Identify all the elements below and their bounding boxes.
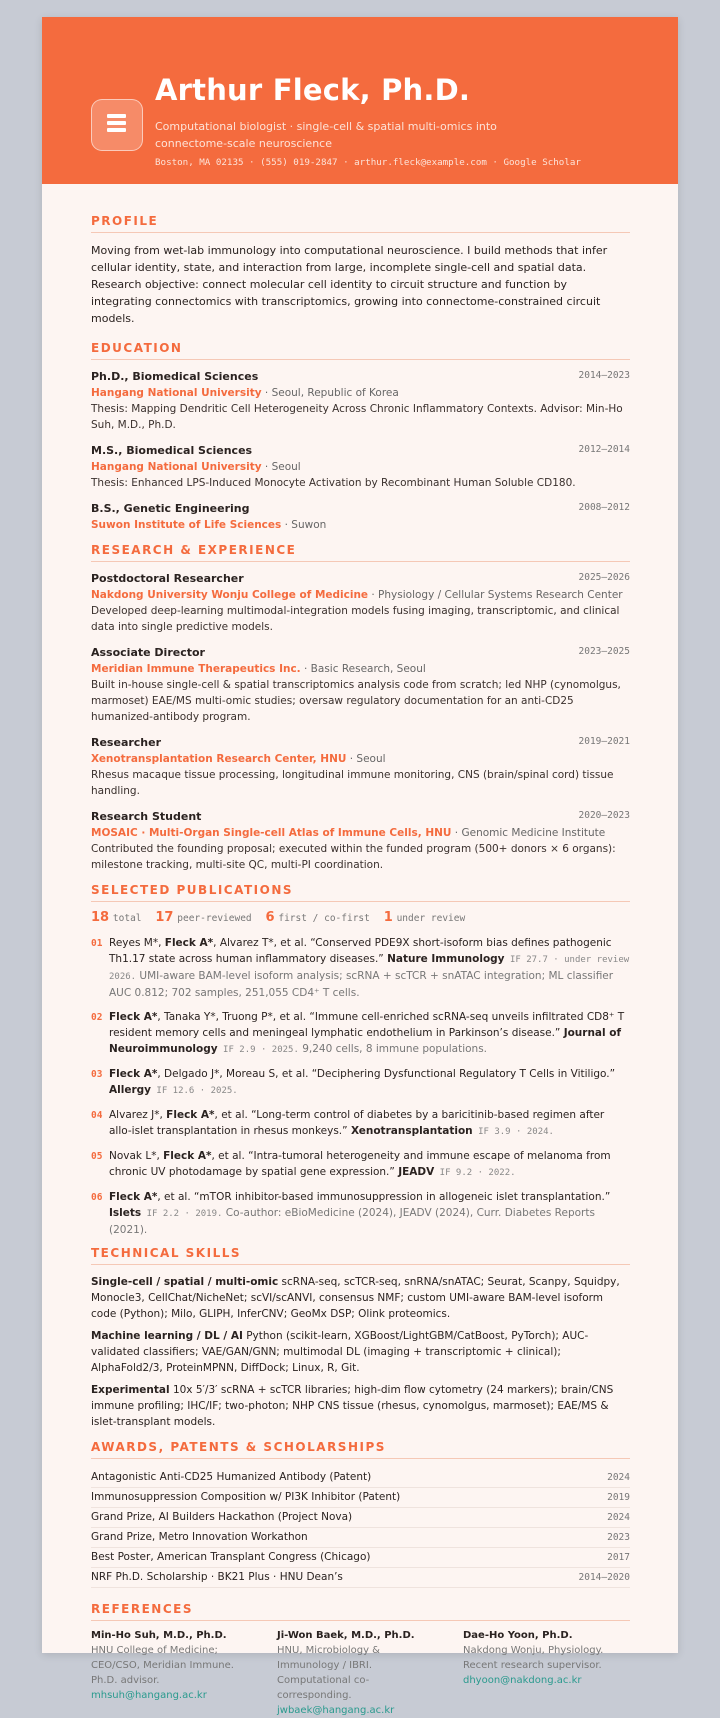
stat-label: peer-reviewed [177,913,252,924]
award-year: 2014–2020 [578,1572,630,1583]
institution-name: Hangang National University [91,387,262,399]
skill-category: Experimental [91,1384,170,1396]
skill-category: Machine learning / DL / AI [91,1330,243,1342]
publication-meta: IF 2.9 · 2025. [217,1045,299,1055]
institution-name: Hangang National University [91,461,262,473]
experience-list [91,571,630,873]
award-row [91,1548,630,1568]
award-year: 2024 [607,1472,630,1483]
award-row [91,1508,630,1528]
section-heading-education: EDUCATION [91,341,630,360]
publication-item [91,1148,630,1181]
award-name: Best Poster, American Transplant Congress (Chicago) [91,1551,371,1563]
entry-detail: Rhesus macaque tissue processing, longitudinal immune monitoring, CNS (brain/spinal cord) tissue handling. [91,769,614,797]
publication-note: Co-author: eBioMedicine (2024), JEADV (2024), Curr. Diabetes Reports (2021). [109,1207,595,1236]
publication-citation: , Alvarez T*, et al. “Conserved PDE9X short-isoform bias defines pathogenic Th1.17 state across human inflammatory diseases.” [109,937,612,965]
reference-name: Ji-Won Baek, M.D., Ph.D. [277,1630,415,1641]
author-prefix: Novak L*, [109,1150,164,1162]
entry-date: 2008–2012 [578,502,630,513]
skills-list [91,1274,630,1430]
stat-label: first / co-first [278,913,370,924]
section-heading-references: REFERENCES [91,1602,630,1621]
entry-detail: Developed deep-learning multimodal-integration models fusing imaging, transcriptomic, and clinical data into single predictive models. [91,605,620,633]
publication-index: 06 [91,1192,103,1203]
skill-item [91,1328,630,1376]
reference-name: Min-Ho Suh, M.D., Ph.D. [91,1630,227,1641]
skill-category: Single-cell / spatial / multi-omic [91,1276,279,1288]
award-name: Grand Prize, AI Builders Hackathon (Project Nova) [91,1511,353,1523]
institution-place: · Suwon [281,519,327,531]
author-self: Fleck A* [109,1011,158,1023]
experience-entry [91,571,630,635]
award-year: 2019 [607,1492,630,1503]
content [91,214,630,1718]
journal-name: Journal of Neuroimmunology [109,1027,622,1055]
resume-page [42,17,678,1716]
award-row [91,1568,630,1588]
author-self: Fleck A* [164,937,214,949]
award-year: 2024 [607,1512,630,1523]
skill-item [91,1382,630,1430]
reference-description: Nakdong Wonju, Physiology. Recent research supervisor. [463,1645,604,1671]
publication-item [91,1107,630,1140]
experience-entry [91,645,630,725]
award-row [91,1528,630,1548]
degree-title: M.S., Biomedical Sciences [91,444,253,457]
education-list [91,369,630,533]
section-heading-skills: TECHNICAL SKILLS [91,1246,630,1265]
reference-email[interactable]: jwbaek@hangang.ac.kr [277,1705,395,1716]
publication-index: 05 [91,1151,103,1162]
reference-card [463,1628,629,1718]
publication-list [91,935,630,1238]
skill-text: scRNA-seq, scTCR-seq, snRNA/snATAC; Seurat, Scanpy, Squidpy, Monocle3, CellChat/NicheNet; scVI/scANVI, consensus NMF; custom UMI-aware BAM-level isoform code (Python); Milo, GLIPH, InferCNV; GeoMx DSP; Olink proteomics. [91,1276,620,1320]
stat-number: 1 [383,910,393,925]
organization-place: · Genomic Medicine Institute [451,827,606,839]
award-year: 2017 [607,1552,630,1563]
reference-description: HNU College of Medicine; CEO/CSO, Meridian Immune. Ph.D. advisor. [91,1645,234,1686]
entry-date: 2020–2023 [578,810,630,821]
award-name: Antagonistic Anti-CD25 Humanized Antibody (Patent) [91,1471,372,1483]
publication-citation: , et al. “Intra-tumoral heterogeneity and immune escape of melanoma from chronic UV photodamage by spatial gene expression.” [109,1150,611,1178]
entry-detail: Thesis: Mapping Dendritic Cell Heterogeneity Across Chronic Inflammatory Contexts. Advisor: Min-Ho Suh, M.D., Ph.D. [91,403,623,431]
role-title: Associate Director [91,646,205,659]
organization-line [91,751,630,767]
publication-meta: IF 27.7 · under review 2026. [109,955,630,982]
author-self: Fleck A* [166,1109,215,1121]
publication-item [91,935,630,1001]
organization-place: · Physiology / Cellular Systems Research Center [368,589,623,601]
institution-place: · Seoul [261,461,301,473]
institution-line [91,517,630,533]
publication-note: 9,240 cells, 8 immune populations. [298,1043,488,1055]
journal-name: Allergy [109,1084,151,1096]
entry-date: 2014–2023 [578,370,630,381]
entry-date: 2019–2021 [578,736,630,747]
tagline: Computational biologist · single-cell & spatial multi-omics into connectome-scale neuroscience [155,120,497,150]
institution-line [91,459,630,475]
organization-place: · Seoul [346,753,386,765]
stat-number: 18 [91,910,110,925]
publication-index: 04 [91,1110,103,1121]
reference-card [277,1628,443,1718]
author-prefix: Alvarez J*, [109,1109,167,1121]
experience-entry [91,735,630,799]
degree-title: B.S., Genetic Engineering [91,502,250,515]
institution-line [91,385,630,401]
experience-entry [91,809,630,873]
role-title: Postdoctoral Researcher [91,572,244,585]
award-row [91,1488,630,1508]
award-name: NRF Ph.D. Scholarship · BK21 Plus · HNU Dean’s [91,1571,343,1583]
organization-line [91,825,630,841]
organization-name: Meridian Immune Therapeutics Inc. [91,663,301,675]
reference-description: HNU, Microbiology & Immunology / IBRI. Computational co-corresponding. [277,1645,380,1701]
publication-item [91,1009,630,1058]
publication-meta: IF 9.2 · 2022. [434,1168,516,1178]
publication-index: 03 [91,1069,103,1080]
author-self: Fleck A* [163,1150,212,1162]
organization-line [91,661,630,677]
section-heading-publications: SELECTED PUBLICATIONS [91,883,630,902]
organization-line [91,587,630,603]
award-row [91,1468,630,1488]
stat-number: 6 [265,910,275,925]
journal-name: JEADV [398,1166,435,1178]
publication-citation: , et al. “mTOR inhibitor-based immunosuppression in allogeneic islet transplantation.” [157,1191,611,1203]
organization-name: Xenotransplantation Research Center, HNU [91,753,347,765]
stat-label: under review [396,913,466,924]
publication-item [91,1066,630,1099]
stat-label: total [112,913,142,924]
entry-date: 2012–2014 [578,444,630,455]
header [42,17,678,184]
journal-name: Islets [109,1207,142,1219]
publication-stats [91,910,630,925]
organization-name: Nakdong University Wonju College of Medicine [91,589,369,601]
contact-line[interactable]: Boston, MA 02135 · (555) 019-2847 · arthur.fleck@example.com · Google Scholar [155,157,581,168]
skill-item [91,1274,630,1322]
publication-index: 01 [91,938,103,949]
education-entry [91,369,630,433]
profile-text: Moving from wet-lab immunology into computational neuroscience. I build methods that infer cellular identity, state, and interaction from large, incomplete single-cell and spatial data. Research objective: connect molecular cell identity to circuit structure and function by integrating connectomics with transcriptomics, growing into connectome-constrained circuit models. [91,244,608,325]
education-entry [91,501,630,533]
degree-title: Ph.D., Biomedical Sciences [91,370,259,383]
publication-citation: , Tanaka Y*, Truong P*, et al. “Immune cell-enriched scRNA-seq unveils infiltrated CD8⁺ T resident memory cells and meningeal lymphatic endothelium in Parkinson’s disease.” [109,1011,625,1039]
publication-meta: IF 3.9 · 2024. [472,1127,554,1137]
stat-number: 17 [155,910,174,925]
author-prefix: Reyes M*, [109,937,165,949]
publication-meta: IF 12.6 · 2025. [151,1086,238,1096]
education-entry [91,443,630,491]
journal-name: Xenotransplantation [350,1125,473,1137]
publication-citation: , Delgado J*, Moreau S, et al. “Deciphering Dysfunctional Regulatory T Cells in Vitiligo.” [157,1068,616,1080]
entry-detail: Built in-house single-cell & spatial transcriptomics analysis code from scratch; led NHP (cynomolgus, marmoset) EAE/MS multi-omic studies; oversaw regulatory documentation for an anti-CD25 humanized-antibody program. [91,679,621,723]
references-list [91,1628,630,1718]
skill-text: 10x 5′/3′ scRNA + scTCR libraries; high-dim flow cytometry (24 markers); brain/CNS immune profiling; IHC/IF; two-photon; NHP CNS tissue (rhesus, cynomolgus, marmoset); EAE/MS & islet-transplant models. [91,1384,614,1428]
stack-logo-icon [91,99,143,151]
organization-name: MOSAIC · Multi-Organ Single-cell Atlas of Immune Cells, HNU [91,827,452,839]
entry-detail: Thesis: Enhanced LPS-Induced Monocyte Activation by Recombinant Human Soluble CD180. [91,477,576,489]
section-heading-experience: RESEARCH & EXPERIENCE [91,543,630,562]
publication-meta: IF 2.2 · 2019. [141,1209,223,1219]
award-name: Grand Prize, Metro Innovation Workathon [91,1531,308,1543]
institution-name: Suwon Institute of Life Sciences [91,519,282,531]
publication-index: 02 [91,1012,103,1023]
section-heading-awards: AWARDS, PATENTS & SCHOLARSHIPS [91,1440,630,1459]
entry-date: 2025–2026 [578,572,630,583]
journal-name: Nature Immunology [387,953,505,965]
author-self: Fleck A* [109,1068,158,1080]
publication-note: UMI-aware BAM-level isoform analysis; scRNA + scTCR + snATAC integration; ML classifier AUC 0.812; 702 samples, 251,055 CD4⁺ T cells. [109,970,614,999]
role-title: Researcher [91,736,162,749]
author-self: Fleck A* [109,1191,158,1203]
publication-citation: , et al. “Long-term control of diabetes by a baricitinib-based regimen after allo-islet transplantation in rhesus monkeys.” [109,1109,605,1137]
entry-detail: Contributed the founding proposal; executed within the funded program (500+ donors × 6 organs): milestone tracking, multi-site QC, multi-PI coordination. [91,843,616,871]
page-title: Arthur Fleck, Ph.D. [155,73,471,107]
institution-place: · Seoul, Republic of Korea [261,387,399,399]
reference-email[interactable]: mhsuh@hangang.ac.kr [91,1690,207,1701]
entry-date: 2023–2025 [578,646,630,657]
role-title: Research Student [91,810,202,823]
section-heading-profile: PROFILE [91,214,630,233]
reference-name: Dae-Ho Yoon, Ph.D. [463,1630,573,1641]
award-year: 2023 [607,1532,630,1543]
publication-item [91,1189,630,1238]
skill-text: Python (scikit-learn, XGBoost/LightGBM/CatBoost, PyTorch); AUC-validated classifiers; VAE/GAN/GNN; multimodal DL (imaging + transcriptomic + clinical); AlphaFold2/3, ProteinMPNN, DiffDock; Linux, R, Git. [91,1330,589,1374]
award-name: Immunosuppression Composition w/ PI3K Inhibitor (Patent) [91,1491,401,1503]
awards-list [91,1468,630,1588]
organization-place: · Basic Research, Seoul [300,663,426,675]
reference-email[interactable]: dhyoon@nakdong.ac.kr [463,1675,582,1686]
reference-card [91,1628,257,1718]
